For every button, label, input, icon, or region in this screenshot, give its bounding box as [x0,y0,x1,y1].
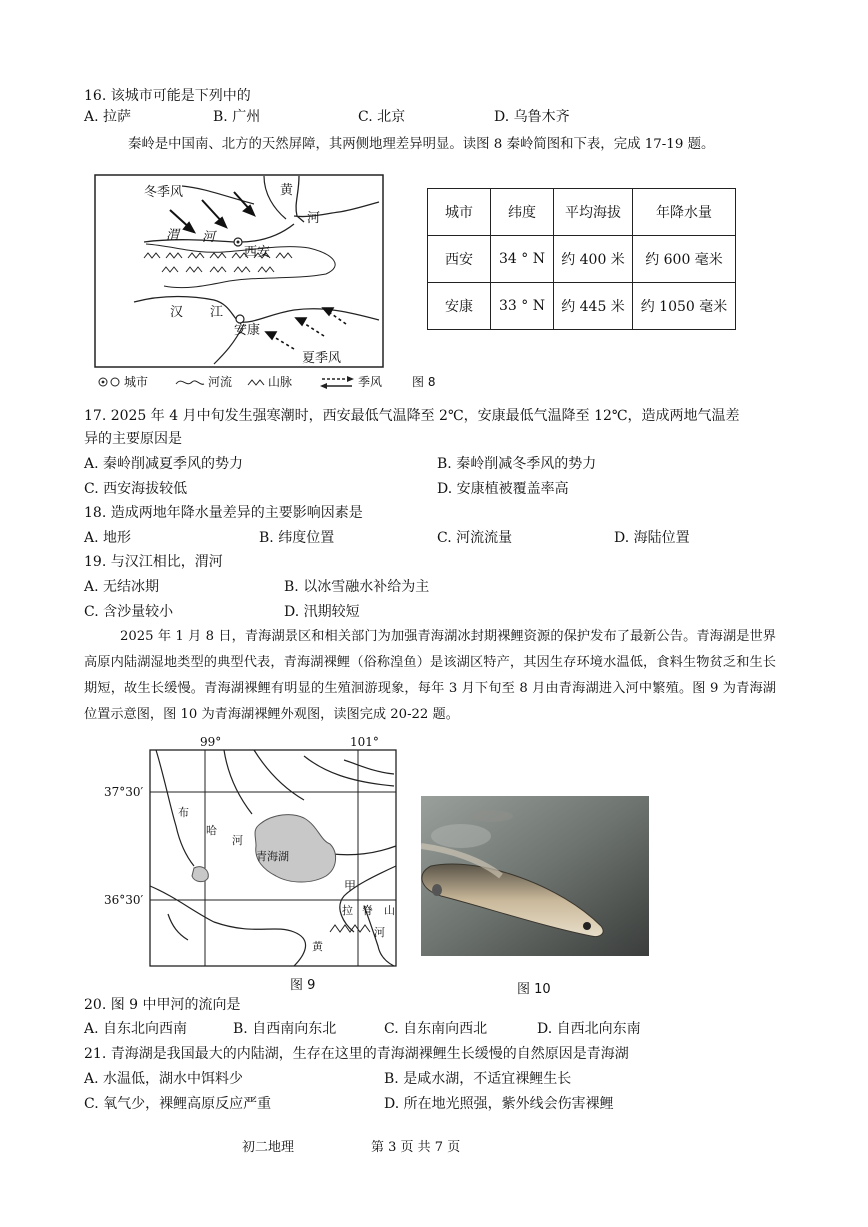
table-row [428,236,736,283]
q18-option-b: B. 纬度位置 [259,530,335,546]
q17-option-b: B. 秦岭削减冬季风的势力 [437,456,597,472]
table-header: 年降水量 [633,189,736,236]
naked-carp-photo [421,796,649,956]
intro-paragraph-1: 秦岭是中国南、北方的天然屏障，其两侧地理差异明显。读图 8 秦岭简图和下表，完成 17-19 题。 [128,137,715,152]
q20-option-c: C. 自东南向西北 [384,1021,488,1037]
fig8-he1-label: 河 [307,211,321,226]
lat-3730-label: 37°30′ [104,785,144,799]
table-cell: 约 600 毫米 [633,236,736,283]
table-cell: 约 400 米 [554,236,633,283]
table-header-row [428,189,736,236]
intro-paragraph-2: 2025 年 1 月 8 日，青海湖景区和相关部门为加强青海湖冰封期裸鲤资源的保护发布了最新公告。青海湖是世界高原内陆湖湿地类型的典型代表，青海湖裸鲤（俗称湟鱼）是该湖区特产，其因生存环境水温低，食料生物贫乏和生长期短，故生长缓慢。青海湖裸鲤有明显的生殖洄游现象，每年 3 月下旬至 8 月由青海湖进入河中繁殖。图 9 为青海湖位置示意图，图 10 为青海湖裸鲤外观图，读图完成 20-22 题。 [84,629,776,722]
fig9-jia-label: 甲 [344,879,357,893]
legend-city: 城市 [124,375,149,389]
fig9-he2-label: 河 [374,926,385,939]
table-cell: 33 ° N [491,283,554,330]
fig8-legend [96,372,446,392]
fig9-caption: 图 9 [290,978,316,993]
fig9-ji-label: 脊 [362,904,373,917]
q19-option-b: B. 以冰雪融水补给为主 [284,579,430,595]
q21-option-b: B. 是咸水湖，不适宜裸鲤生长 [384,1071,572,1087]
fig9-huang-label: 黄 [312,940,323,953]
table-header: 纬度 [491,189,554,236]
q16-option-b: B. 广州 [213,109,261,125]
city-climate-table [427,188,736,330]
q17-stem-line1: 17. 2025 年 4 月中旬发生强寒潮时，西安最低气温降至 2℃，安康最低气温降至 12℃，造成两地气温差 [84,408,740,424]
q16-stem: 16. 该城市可能是下列中的 [84,88,251,104]
legend-mountain: 山脉 [268,375,293,389]
legend-river: 河流 [208,375,233,389]
table-cell: 34 ° N [491,236,554,283]
q17-stem-line2: 异的主要原因是 [84,431,182,447]
fig10-caption: 图 10 [517,982,551,997]
legend-wind: 季风 [358,375,383,389]
fig8-wei-label: 渭 [166,228,180,243]
fig8-he2-label: 河 [202,230,216,245]
table-cell: 约 1050 毫米 [633,283,736,330]
qinling-map [94,174,386,370]
q19-stem: 19. 与汉江相比，渭河 [84,554,223,570]
table-cell: 安康 [428,283,491,330]
q18-option-d: D. 海陆位置 [614,530,690,546]
q21-option-a: A. 水温低，湖水中饵料少 [84,1071,244,1087]
q19-option-a: A. 无结冰期 [84,579,160,595]
q20-option-b: B. 自西南向东北 [233,1021,337,1037]
q18-option-c: C. 河流流量 [437,530,513,546]
q17-option-c: C. 西安海拔较低 [84,481,188,497]
fig9-ha-label: 哈 [206,824,217,837]
q16-option-d: D. 乌鲁木齐 [494,109,570,125]
q19-option-c: C. 含沙量较小 [84,604,174,620]
q18-option-a: A. 地形 [84,530,132,546]
fig8-han-label: 汉 [170,305,184,320]
q19-option-d: D. 汛期较短 [284,604,360,620]
q21-stem: 21. 青海湖是我国最大的内陆湖，生存在这里的青海湖裸鲤生长缓慢的自然原因是青海湖 [84,1046,629,1062]
fig9-shan-label: 山 [384,904,395,917]
fig9-la-label: 拉 [342,904,353,917]
table-header: 城市 [428,189,491,236]
lat-3630-label: 36°30′ [104,893,144,907]
fig9-lake-label: 青海湖 [256,850,289,863]
table-cell: 约 445 米 [554,283,633,330]
fig8-caption: 图 8 [412,375,436,389]
footer-subject: 初二地理 [242,1140,295,1155]
fig8-jiang-label: 江 [210,305,224,320]
table-header: 平均海拔 [554,189,633,236]
table-cell: 西安 [428,236,491,283]
fig8-ankang-label: 安康 [234,323,261,338]
footer-page: 第 3 页 共 7 页 [371,1140,461,1155]
q20-stem: 20. 图 9 中甲河的流向是 [84,997,241,1013]
q17-option-d: D. 安康植被覆盖率高 [437,481,569,497]
q17-option-a: A. 秦岭削减夏季风的势力 [84,456,244,472]
fig8-xian-label: 西安 [244,245,271,260]
lon-99-label: 99° [200,736,222,749]
fig8-summer-wind-label: 夏季风 [302,351,342,366]
lon-101-label: 101° [350,736,379,749]
q20-option-d: D. 自西北向东南 [537,1021,641,1037]
q21-option-c: C. 氧气少，裸鲤高原反应严重 [84,1096,272,1112]
table-row [428,283,736,330]
fig9-he-label: 河 [232,834,243,847]
q16-option-a: A. 拉萨 [84,109,132,125]
q18-stem: 18. 造成两地年降水量差异的主要影响因素是 [84,505,363,521]
qinghai-lake-map [104,736,406,972]
fig8-winter-wind-label: 冬季风 [144,185,184,200]
fig8-huang-label: 黄 [280,183,294,198]
q21-option-d: D. 所在地光照强，紫外线会伤害裸鲤 [384,1096,614,1112]
fig9-bu-label: 布 [178,806,189,819]
q20-option-a: A. 自东北向西南 [84,1021,188,1037]
q16-option-c: C. 北京 [358,109,406,125]
ankang-city-icon [236,315,244,323]
small-lake-shape [192,867,208,882]
